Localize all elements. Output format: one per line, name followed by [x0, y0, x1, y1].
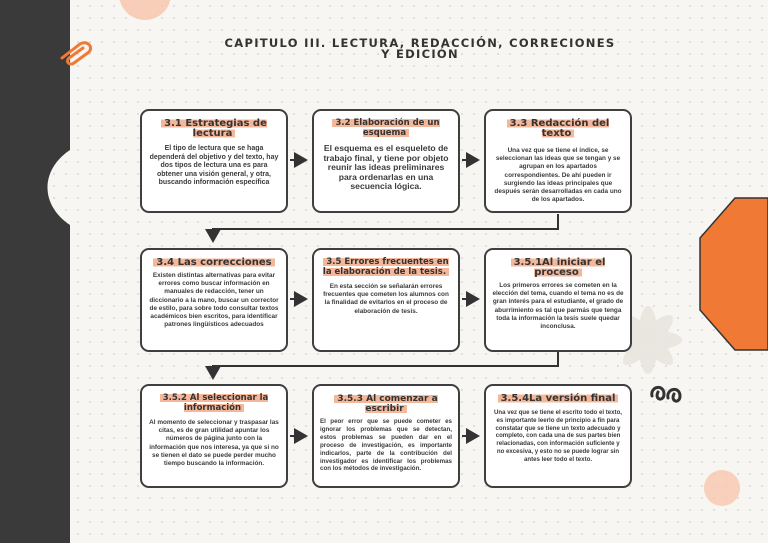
box-title: 3.1 Estrategias de lectura: [161, 118, 267, 139]
box-title: 3.2 Elaboración de un esquema: [332, 118, 439, 138]
box-3-5-1-starting-process: [484, 248, 632, 352]
box-text: Existen distintas alternativas para evitar errores como buscar información en manuales de redacción, tener un diccionario a la mano, buscar un corrector de estilo, para sobre todo consultar textos académicos bien escritos, para identificar patrones lingüísticos adecuados: [149, 272, 279, 329]
box-3-5-4-final-version: [484, 384, 632, 488]
box-text: El esquema es el esqueleto de trabajo final, y tiene por objeto reunir las ideas preliminares para ordenarlas en una secuencia lógica.: [323, 143, 449, 192]
spiral-icon: [646, 378, 686, 414]
box-text: Al momento de seleccionar y traspasar las citas, es de gran utilidad apuntar los números de página junto con la información que nos interesa, ya que si no se tienen el dato se puede perder mucho tiempo buscando la información.: [149, 419, 279, 468]
box-3-4-corrections: [140, 248, 288, 352]
box-3-5-frequent-errors: [312, 248, 460, 352]
box-text: El peor error que se puede cometer es ignorar los problemas que se detectan, estos problemas se pueden dar en el proceso de investigación, es importante indicarlos, parte de la contribución del investigador es identificar los problemas con los métodos de investigación.: [320, 418, 452, 473]
box-text: Una vez que se tiene el índice, se seleccionan las ideas que se tengan y se agrupan en los apartados correspondientes. De ahí pueden ir surgiendo las ideas principales que después serán desarrolladas en cada uno de los apartados.: [494, 147, 622, 204]
box-title: 3.3 Redacción del texto: [507, 118, 610, 139]
box-text: En esta sección se señalarán errores frecuentes que cometen los alumnos con la finalidad de evitarlos en el proceso de elaboración de tesis.: [323, 283, 449, 315]
box-title: 3.4 Las correcciones: [153, 257, 274, 268]
box-3-3-text-writing: [484, 109, 632, 213]
box-title: 3.5.3 Al comenzar a escribir: [334, 394, 437, 414]
box-text: Los primeros errores se cometen en la elección del tema, cuando el tema no es de gran interés para el estudiante, el grado de aburrimiento es tal que parmás que tenga toda la información la tesis suele quedar inconclusa.: [492, 282, 624, 331]
box-3-1-reading-strategies: [140, 109, 288, 213]
page-title: CAPITULO III. LECTURA, REDACCIÓN, CORRECIONES Y EDICIÓN: [224, 36, 616, 61]
box-3-2-outline: [312, 109, 460, 213]
box-text: El tipo de lectura que se haga dependerá del objetivo y del texto, hay dos tipos de lectura una es para obtener una visión general, y otra, buscando información específica: [149, 145, 279, 187]
box-text: Una vez que se tiene el escrito todo el texto, es importante leerlo de principio a fin para constatar que se tiene un texto adecuado y completo, con cada una de sus partes bien relacionadas, con información suficiente y no excesiva, y esto no se puede lograr sin antes leer todo el texto.: [493, 409, 622, 463]
box-3-5-3-starting-to-write: [312, 384, 460, 488]
box-title: 3.5.4La versión final: [498, 393, 619, 404]
box-3-5-2-selecting-information: [140, 384, 288, 488]
box-title: 3.5.2 Al seleccionar la información: [160, 393, 269, 413]
box-title: 3.5.1Al iniciar el proceso: [511, 257, 606, 278]
paperclip-icon: [56, 38, 98, 68]
box-title: 3.5 Errores frecuentes en la elaboración de la tesis.: [322, 257, 449, 277]
